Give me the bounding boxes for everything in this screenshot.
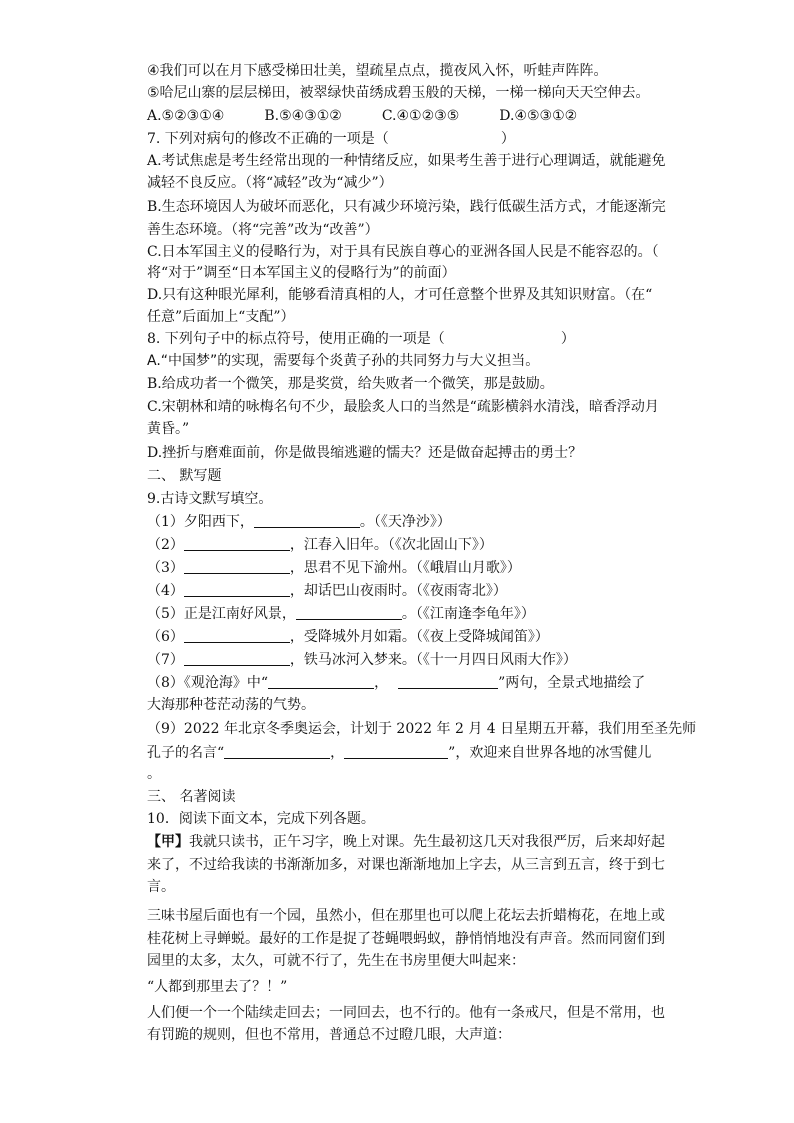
passage-p1-line2: 来了，不过给我读的书渐渐加多，对课也渐渐地加上字去，从三言到五言，终于到七 <box>147 857 665 873</box>
q8-option-c-line2: 黄昏。” <box>147 421 190 437</box>
q8-option-b: B.给成功者一个微笑，那是奖赏，给失败者一个微笑，那是鼓励。 <box>147 376 554 392</box>
q7-stem-text: 7. 下列对病句的修改不正确的一项是（ <box>147 131 389 147</box>
q9-line-1 <box>147 512 451 532</box>
q9-line-6 <box>147 627 549 647</box>
passage-tag: 【甲】 <box>147 834 189 850</box>
passage-p2-line3: 园里的太多，太久，可就不行了，先生在书房里便大叫起来： <box>147 953 525 969</box>
q8-stem <box>147 329 575 349</box>
q7-option-a-line2: 减轻不良反应。（将“减轻”改为“减少”） <box>147 175 393 191</box>
passage-p1-text: 我就只读书，正午习字，晚上对课。先生最初这几天对我很严厉，后来却好起 <box>189 834 665 850</box>
q9-2-num: （2） <box>147 537 184 553</box>
section-3-heading: 三、 名著阅读 <box>147 789 236 805</box>
q8-option-c-line1: C.宋朝林和靖的咏梅名句不少，最脍炙人口的当然是“疏影横斜水清浅，暗香浮动月 <box>147 399 659 415</box>
q7-option-d-line1: D.只有这种眼光犀利，能够看清真相的人，才可任意整个世界及其知识财富。（在“ <box>147 287 653 303</box>
passage-p1-line1 <box>147 832 665 852</box>
q7-option-d-line2: 任意”后面加上“支配”） <box>147 309 295 325</box>
passage-p2-line2: 桂花树上寻蝉蜕。最好的工作是捉了苍蝇喂蚂蚁，静悄悄地没有声音。然而同窗们到 <box>147 931 665 947</box>
section-2-heading: 二、 默写题 <box>147 468 222 484</box>
answer-blank[interactable] <box>184 536 290 551</box>
q9-1-text: （1）夕阳西下， <box>147 514 254 530</box>
q9-5-source: 。（《江南逢李龟年》） <box>401 606 535 622</box>
q9-9-tail: ”，欢迎来自世界各地的冰雪健儿 <box>448 745 652 761</box>
answer-blank[interactable] <box>184 628 290 643</box>
q9-3-num: （3） <box>147 560 184 576</box>
q6-sentence-5: ⑤哈尼山寨的层层梯田，被翠绿快苗绣成碧玉般的天梯，一梯一梯向天天空伸去。 <box>147 85 650 101</box>
passage-p4-line1: 人们便一个一个陆续走回去；一同回去，也不行的。他有一条戒尺，但是不常用，也 <box>147 1005 665 1021</box>
q9-line-9: （9）2022 年北京冬季奥运会，计划于 2022 年 2 月 4 日星期五开幕，我们用至圣先师 <box>147 721 697 737</box>
q6-option-c: C.④①②③⑤ <box>381 108 460 124</box>
q7-stem-close: ） <box>500 131 515 147</box>
q7-option-a-line1: A.考试焦虑是考生经常出现的一种情绪反应，如果考生善于进行心理调适，就能避免 <box>147 153 666 169</box>
answer-blank[interactable] <box>344 744 448 759</box>
q9-2-text: ，江春入旧年。（《次北固山下》） <box>289 537 493 553</box>
passage-p1-line3: 言。 <box>147 879 175 895</box>
q9-6-num: （6） <box>147 629 184 645</box>
q6-options <box>147 106 577 126</box>
q6-option-b: B.⑤④③①② <box>264 108 342 124</box>
q9-line-8 <box>147 673 645 693</box>
q8-option-a: A.“中国梦”的实现，需要每个炎黄子孙的共同努力与大义担当。 <box>147 353 540 369</box>
q9-line-9-cont <box>147 743 651 763</box>
answer-blank[interactable] <box>184 559 290 574</box>
q8-stem-close: ） <box>560 331 575 347</box>
q9-8-tail: ”两句，全景式地描绘了 <box>498 675 646 691</box>
q9-6-text: ，受降城外月如霜。（《夜上受降城闻笛》） <box>289 629 549 645</box>
answer-blank[interactable] <box>184 651 290 666</box>
q7-option-b-line1: B.生态环境因人为破坏而恶化，只有减少环境污染，践行低碳生活方式，才能逐渐完 <box>147 199 666 215</box>
q9-line-9-end: 。 <box>147 766 161 782</box>
q7-stem <box>147 129 515 149</box>
passage-p3: “人都到那里去了？！” <box>147 979 288 995</box>
q9-8-comma: ， <box>374 675 389 691</box>
q9-line-5 <box>147 604 535 624</box>
q7-option-b-line2: 善生态环境。（将“完善”改为“改善”） <box>147 222 379 238</box>
q9-1-source: 。（《天净沙》） <box>359 514 451 530</box>
answer-blank[interactable] <box>296 605 402 620</box>
q6-sentence-4: ④我们可以在月下感受梯田壮美，望疏星点点，揽夜风入怀，听蛙声阵阵。 <box>147 63 608 79</box>
q7-option-c-line2: 将“对于”调至“日本军国主义的侵略行为”的前面） <box>147 265 456 281</box>
q10-stem: 10．阅读下面文本，完成下列各题。 <box>147 811 375 827</box>
q7-option-c-line1: C.日本军国主义的侵略行为，对于具有民族自尊心的亚洲各国人民是不能容忍的。（ <box>147 244 659 260</box>
q9-9-comma: ， <box>330 745 345 761</box>
q9-line-3 <box>147 558 521 578</box>
q9-4-text: ，却话巴山夜雨时。（《夜雨寄北》） <box>289 583 507 599</box>
answer-blank[interactable] <box>184 582 290 597</box>
q9-line-4 <box>147 581 507 601</box>
q9-line-7 <box>147 650 577 670</box>
q9-9-text: 孔子的名言“ <box>147 745 225 761</box>
answer-blank[interactable] <box>224 744 330 759</box>
passage-p4-line2: 有罚跪的规则，但也不常用，普通总不过瞪几眼，大声道： <box>147 1027 511 1043</box>
passage-p2-line1: 三味书屋后面也有一个园，虽然小，但在那里也可以爬上花坛去折蜡梅花，在地上或 <box>147 908 665 924</box>
q9-line-8-cont: 大海那种苍茫动荡的气势。 <box>147 697 315 713</box>
q9-4-num: （4） <box>147 583 184 599</box>
q6-option-d: D.④⑤③①② <box>499 108 578 124</box>
q9-8-text: （8）《观沧海》中“ <box>147 675 269 691</box>
q9-7-text: ，铁马冰河入梦来。（《十一月四日风雨大作》） <box>289 652 577 668</box>
answer-blank[interactable] <box>254 513 360 528</box>
q8-stem-text: 8. 下列句子中的标点符号，使用正确的一项是（ <box>147 331 445 347</box>
answer-blank[interactable] <box>398 674 498 689</box>
q9-5-text: （5）正是江南好风景， <box>147 606 296 622</box>
q6-option-a: A.⑤②③①④ <box>147 108 225 124</box>
q9-3-text: ，思君不见下渝州。（《峨眉山月歌》） <box>289 560 521 576</box>
answer-blank[interactable] <box>268 674 374 689</box>
q9-7-num: （7） <box>147 652 184 668</box>
q8-option-d: D.挫折与磨难面前，你是做畏缩逃避的懦夫？还是做奋起搏击的勇士？ <box>147 445 583 461</box>
q9-line-2 <box>147 535 493 555</box>
q9-stem: 9.古诗文默写填空。 <box>147 491 273 507</box>
